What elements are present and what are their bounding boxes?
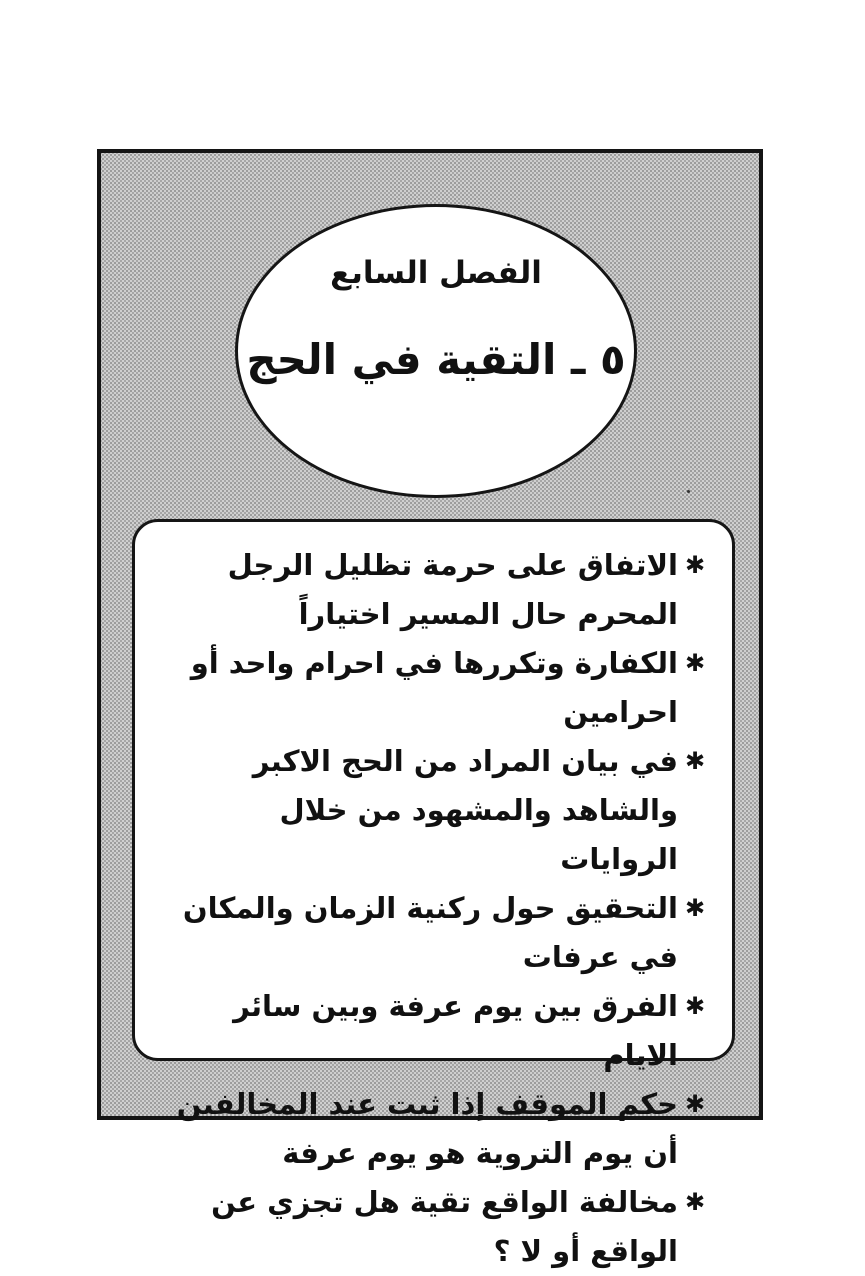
asterisk-icon: ✱ <box>684 1090 706 1118</box>
contents-list <box>163 541 708 1276</box>
speck-mark <box>687 490 690 493</box>
list-item <box>163 1080 708 1178</box>
list-item <box>163 884 708 982</box>
asterisk-icon: ✱ <box>684 992 706 1020</box>
list-item-text: التحقيق حول ركنية الزمان والمكان في عرفات <box>182 891 678 974</box>
chapter-heading-oval <box>235 204 637 498</box>
list-item <box>163 737 708 884</box>
list-item-text: الكفارة وتكررها في احرام واحد أو احرامين <box>190 646 678 729</box>
list-item-text: الاتفاق على حرمة تظليل الرجل المحرم حال المسير اختياراً <box>227 548 678 631</box>
list-item <box>163 541 708 639</box>
list-item <box>163 982 708 1080</box>
list-item-text: مخالفة الواقع تقية هل تجزي عن الواقع أو لا ؟ <box>211 1185 678 1268</box>
chapter-label: الفصل السابع <box>330 255 542 291</box>
asterisk-icon: ✱ <box>684 894 706 922</box>
list-item-text: في بيان المراد من الحج الاكبر والشاهد والمشهود من خلال الروايات <box>252 744 678 876</box>
chapter-title: ٥ ـ التقية في الحج <box>246 335 626 384</box>
asterisk-icon: ✱ <box>684 747 706 775</box>
list-item-text: حكم الموقف إذا ثبت عند المخالفين أن يوم التروية هو يوم عرفة <box>176 1087 678 1170</box>
list-item <box>163 1178 708 1276</box>
list-item <box>163 639 708 737</box>
asterisk-icon: ✱ <box>684 1188 706 1216</box>
contents-box <box>132 519 735 1268</box>
asterisk-icon: ✱ <box>684 649 706 677</box>
list-item-text: الفرق بين يوم عرفة وبين سائر الايام <box>233 989 678 1072</box>
asterisk-icon: ✱ <box>684 551 706 579</box>
